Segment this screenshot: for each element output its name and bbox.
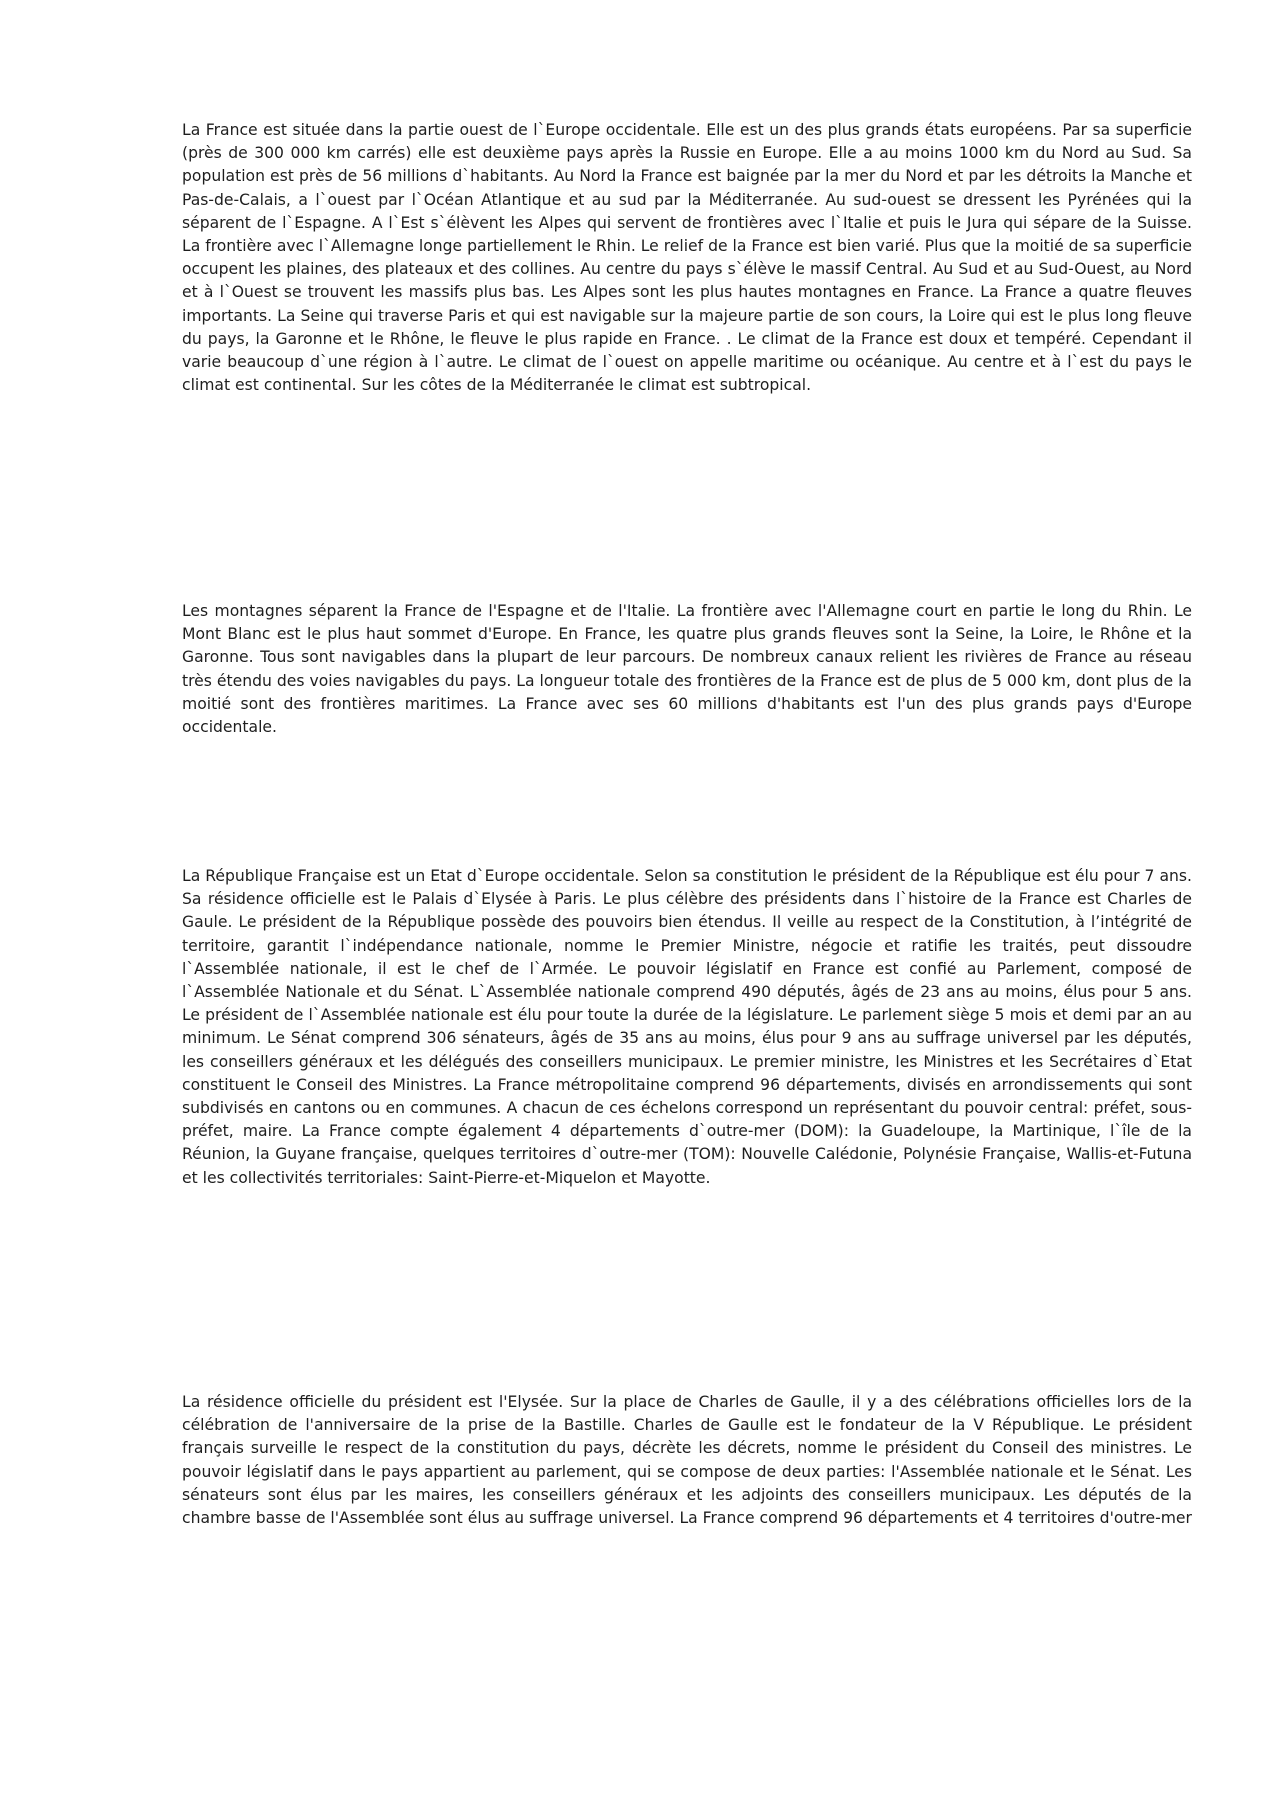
paragraph-geography: La France est située dans la partie ouest de l`Europe occidentale. Elle est un des plus grands états européens. Par sa superficie (près de 300 000 km carrés) elle est deuxième pays après la Russie en Europe. Elle a au moins 1000 km du Nord au Sud. Sa population est près de 56 millions d`habitants. Au Nord la France est baignée par la mer du Nord et par les détroits la Manche et Pas-de-Calais, a l`ouest par l`Océan Atlantique et au sud par la Méditerranée. Au sud-ouest se dressent les Pyrénées qui la séparent de l`Espagne. A l`Est s`élèvent les Alpes qui servent de frontières avec l`Italie et puis le Jura qui sépare de la Suisse. La frontière avec l`Allemagne longe partiellement le Rhin. Le relief de la France est bien varié. Plus que la moitié de sa superficie occupent les plaines, des plateaux et des collines. Au centre du pays s`élève le massif Central. Au Sud et au Sud-Ouest, au Nord et à l`Ouest se trouvent les massifs plus bas. Les Alpes sont les plus hautes montagnes en France. La France a quatre fleuves importants. La Seine qui traverse Paris et qui est navigable sur la majeure partie de son cours, la Loire qui est le plus long fleuve du pays, la Garonne et le Rhône, le fleuve le plus rapide en France. . Le climat de la France est doux et tempéré. Cependant il varie beaucoup d`une région à l`autre. Le climat de l`ouest on appelle maritime ou océanique. Au centre et à l`est du pays le climat est continental. Sur les côtes de la Méditerranée le climat est subtropical.	[182, 121, 1192, 395]
paragraph-president-parliament: La résidence officielle du président est l'Elysée. Sur la place de Charles de Gaulle, il y a des célébrations officielles lors de la célébration de l'anniversaire de la prise de la Bastille. Charles de Gaulle est le fondateur de la V République. Le président français surveille le respect de la constitution du pays, décrète les décrets, nomme le président du Conseil des ministres. Le pouvoir législatif dans le pays appartient au parlement, qui se compose de deux parties: l'Assemblée nationale et le Sénat. Les sénateurs sont élus par les maires, les conseillers généraux et les adjoints des conseillers municipaux. Les députés de la chambre basse de l'Assemblée sont élus au suffrage universel. La France comprend 96 départements et 4 territoires d'outre-mer	[182, 1393, 1192, 1528]
paragraph-mountains-rivers: Les montagnes séparent la France de l'Espagne et de l'Italie. La frontière avec l'Allemagne court en partie le long du Rhin. Le Mont Blanc est le plus haut sommet d'Europe. En France, les quatre plus grands fleuves sont la Seine, la Loire, le Rhône et la Garonne. Tous sont navigables dans la plupart de leur parcours. De nombreux canaux relient les rivières de France au réseau très étendu des voies navigables du pays. La longueur totale des frontières de la France est de plus de 5 000 km, dont plus de la moitié sont des frontières maritimes. La France avec ses 60 millions d'habitants est l'un des plus grands pays d'Europe occidentale.	[182, 602, 1192, 737]
paragraph-republic-institutions: La République Française est un Etat d`Europe occidentale. Selon sa constitution le président de la République est élu pour 7 ans. Sa résidence officielle est le Palais d`Elysée à Paris. Le plus célèbre des présidents dans l`histoire de la France est Charles de Gaule. Le président de la République possède des pouvoirs bien étendus. Il veille au respect de la Constitution, à l’intégrité de territoire, garantit l`indépendance nationale, nomme le Premier Ministre, négocie et ratifie les traités, peut dissoudre l`Assemblée nationale, il est le chef de l`Armée. Le pouvoir législatif en France est confié au Parlement, composé de l`Assemblée Nationale et du Sénat. L`Assemblée nationale comprend 490 députés, âgés de 23 ans au moins, élus pour 5 ans. Le président de l`Assemblée nationale est élu pour toute la durée de la législature. Le parlement siège 5 mois et demi par an au minimum. Le Sénat comprend 306 sénateurs, âgés de 35 ans au moins, élus pour 9 ans au suffrage universel par les députés, les conseillers généraux et les délégués des conseillers municipaux. Le premier ministre, les Ministres et les Secrétaires d`Etat constituent le Conseil des Ministres. La France métropolitaine comprend 96 départements, divisés en arrondissements qui sont subdivisés en cantons ou en communes. A chacun de ces échelons correspond un représentant du pouvoir central: préfet, sous-préfet, maire. La France compte également 4 départements d`outre-mer (DOM): la Guadeloupe, la Martinique, l`île de la Réunion, la Guyane française, quelques territoires d`outre-mer (TOM): Nouvelle Calédonie, Polynésie Française, Wallis-et-Futuna et les collectivités territoriales: Saint-Pierre-et-Miquelon et Mayotte.	[182, 867, 1192, 1187]
